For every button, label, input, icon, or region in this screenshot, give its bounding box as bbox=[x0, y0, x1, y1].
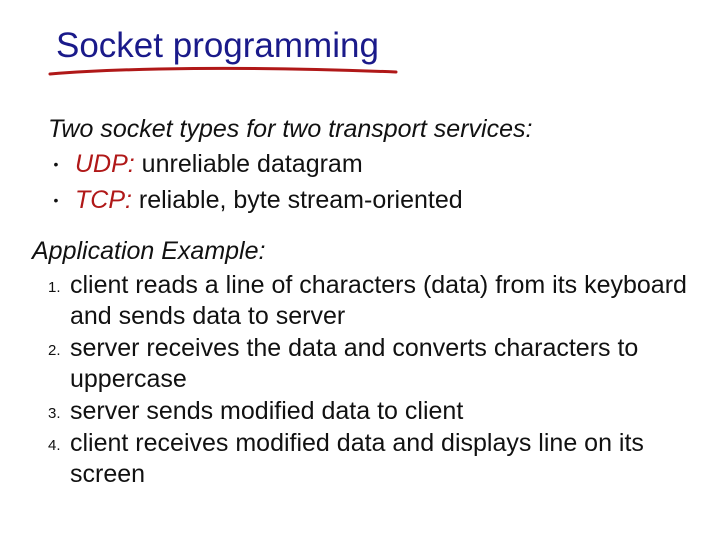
bullet-marker: • bbox=[53, 192, 59, 208]
bullet-text: reliable, byte stream-oriented bbox=[131, 186, 463, 214]
step-item bbox=[32, 396, 692, 427]
bullet-text: unreliable datagram bbox=[134, 150, 363, 178]
example-title: Application Example: bbox=[32, 237, 266, 265]
step-number: 1. bbox=[48, 279, 61, 296]
bullet-tcp bbox=[48, 182, 688, 218]
title-underline bbox=[44, 60, 404, 84]
step-item bbox=[32, 428, 692, 490]
step-item bbox=[32, 270, 692, 332]
step-number: 2. bbox=[48, 342, 61, 359]
bullet-marker: • bbox=[53, 156, 59, 172]
transport-services-section bbox=[48, 112, 688, 218]
step-text: server sends modified data to client bbox=[70, 397, 464, 425]
step-text: server receives the data and converts characters to uppercase bbox=[70, 334, 639, 393]
bullet-term: UDP: bbox=[75, 150, 135, 178]
step-item bbox=[32, 333, 692, 395]
bullet-term: TCP: bbox=[75, 186, 132, 214]
step-number: 4. bbox=[48, 437, 61, 454]
step-text: client reads a line of characters (data) from its keyboard and sends data to server bbox=[70, 271, 687, 330]
slide-title: Socket programming bbox=[56, 26, 379, 65]
application-example-section bbox=[32, 233, 692, 490]
bullet-udp bbox=[48, 146, 688, 182]
intro-text: Two socket types for two transport services: bbox=[48, 115, 533, 143]
step-number: 3. bbox=[48, 405, 61, 422]
step-text: client receives modified data and displays line on its screen bbox=[70, 429, 644, 488]
